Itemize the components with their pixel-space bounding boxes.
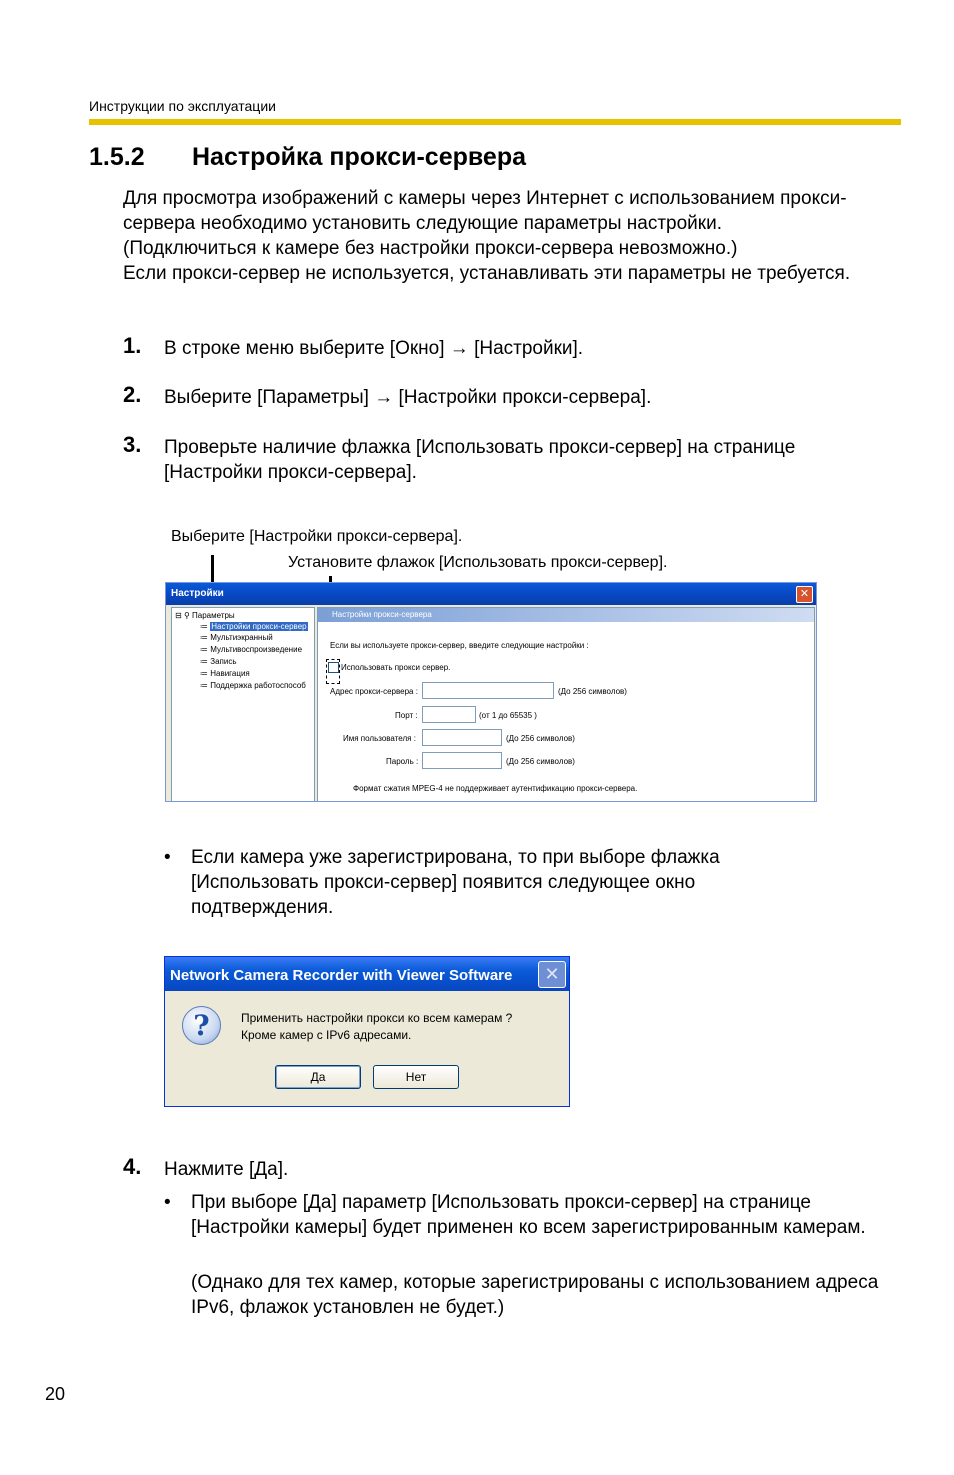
- settings-window: [165, 582, 817, 802]
- section-number: 1.5.2: [89, 143, 145, 171]
- tree-item-multiplayback[interactable]: ≔ Мультивоспроизведение: [200, 645, 303, 654]
- step-4: [123, 1154, 913, 1182]
- field-label: Пароль :: [386, 757, 419, 766]
- step-number: 3.: [123, 432, 142, 457]
- tree-item-multiscreen[interactable]: ≔ Мультиэкранный: [200, 633, 273, 642]
- mpeg4-note: Формат сжатия MPEG-4 не поддерживает аутентификацию прокси-сервера.: [353, 784, 638, 793]
- bullet-marker: •: [164, 1192, 171, 1213]
- callout-check-box: Установите флажок [Использовать прокси-сервер].: [288, 554, 668, 571]
- settings-titlebar: [166, 583, 816, 605]
- bullet-item: [164, 1190, 904, 1240]
- confirm-titlebar: [165, 957, 569, 991]
- callout-select-settings: Выберите [Настройки прокси-сервера].: [171, 528, 463, 545]
- username-input[interactable]: [422, 729, 502, 746]
- header-rule: [89, 119, 901, 125]
- panel-title: Настройки прокси-сервера: [318, 608, 814, 622]
- proxy-address-input[interactable]: [422, 682, 554, 699]
- field-hint: (До 256 символов): [558, 687, 627, 696]
- field-hint: (от 1 до 65535 ): [479, 711, 537, 720]
- intro-paragraph: Если прокси-сервер не используется, устанавливать эти параметры не требуется.: [123, 263, 851, 284]
- confirm-message-line1: Применить настройки прокси ко всем камерам ?: [241, 1011, 513, 1025]
- page-number: 20: [45, 1384, 66, 1404]
- password-input[interactable]: [422, 752, 502, 769]
- field-label: Адрес прокси-сервера :: [330, 687, 418, 696]
- no-button[interactable]: Нет: [373, 1065, 459, 1089]
- close-icon[interactable]: ✕: [796, 586, 813, 603]
- close-icon[interactable]: ✕: [538, 961, 566, 988]
- intro-paragraph: Для просмотра изображений с камеры через Интернет с использованием прокси-сервера необходимо установить следующие параметры настройки.: [123, 188, 847, 234]
- field-label: Порт :: [395, 711, 418, 720]
- intro-text: [123, 186, 913, 286]
- settings-tree: [171, 607, 315, 802]
- tree-item-maintenance[interactable]: ≔ Поддержка работоспособ: [200, 681, 306, 690]
- bullet-note-text: (Однако для тех камер, которые зарегистрированы с использованием адреса IPv6, флажок установлен не будет.): [191, 1272, 879, 1318]
- bullet-item: [164, 845, 814, 920]
- section-title: Настройка прокси-сервера: [192, 143, 526, 171]
- confirm-dialog: [164, 956, 570, 1107]
- bullet-note: [164, 1270, 904, 1320]
- step-1: [123, 333, 913, 361]
- search-icon: ⚲: [183, 611, 190, 620]
- bullet-text: Если камера уже зарегистрирована, то при выборе флажка [Использовать прокси-сервер] появится следующее окно подтверждения.: [191, 847, 720, 918]
- field-hint: (До 256 символов): [506, 757, 575, 766]
- step-text: Нажмите [Да].: [164, 1159, 289, 1180]
- field-hint: (До 256 символов): [506, 734, 575, 743]
- step-text: Проверьте наличие флажка [Использовать прокси-сервер] на странице [Настройки прокси-сервера].: [164, 437, 796, 483]
- yes-button[interactable]: Да: [275, 1065, 361, 1089]
- step-number: 1.: [123, 333, 142, 358]
- section-heading: [89, 143, 526, 172]
- use-proxy-label: Использовать прокси сервер.: [341, 663, 451, 672]
- step-text: Выберите [Параметры] → [Настройки прокси-сервера].: [164, 387, 652, 408]
- question-icon: ?: [182, 1006, 221, 1045]
- confirm-dialog-title: Network Camera Recorder with Viewer Software: [170, 967, 513, 984]
- settings-window-title: Настройки: [171, 588, 224, 599]
- tree-item-navigation[interactable]: ≔ Навигация: [200, 669, 250, 678]
- confirm-message-line2: Кроме камер с IPv6 адресами.: [241, 1028, 412, 1042]
- step-3: [123, 432, 893, 485]
- tree-root[interactable]: ⊟ ⚲ Параметры: [175, 611, 235, 620]
- intro-paragraph: (Подключиться к камере без настройки прокси-сервера невозможно.): [123, 238, 738, 259]
- step-text: В строке меню выберите [Окно] → [Настройки].: [164, 338, 584, 359]
- port-input[interactable]: [422, 706, 476, 723]
- running-header: Инструкции по эксплуатации: [89, 98, 276, 114]
- step-2: [123, 382, 913, 410]
- tree-item-proxy[interactable]: ≔ Настройки прокси-сервер: [200, 622, 307, 631]
- step-number: 4.: [123, 1154, 142, 1179]
- panel-instruction: Если вы используете прокси-сервер, введите следующие настройки :: [330, 641, 589, 650]
- bullet-text: При выборе [Да] параметр [Использовать прокси-сервер] на странице [Настройки камеры] будет применен ко всем зарегистрированным камерам.: [191, 1192, 866, 1238]
- bullet-marker: •: [164, 847, 171, 868]
- tree-item-record[interactable]: ≔ Запись: [200, 657, 237, 666]
- use-proxy-checkbox[interactable]: [328, 662, 339, 673]
- step-number: 2.: [123, 382, 142, 407]
- field-label: Имя пользователя :: [343, 734, 416, 743]
- proxy-settings-panel: [317, 607, 815, 802]
